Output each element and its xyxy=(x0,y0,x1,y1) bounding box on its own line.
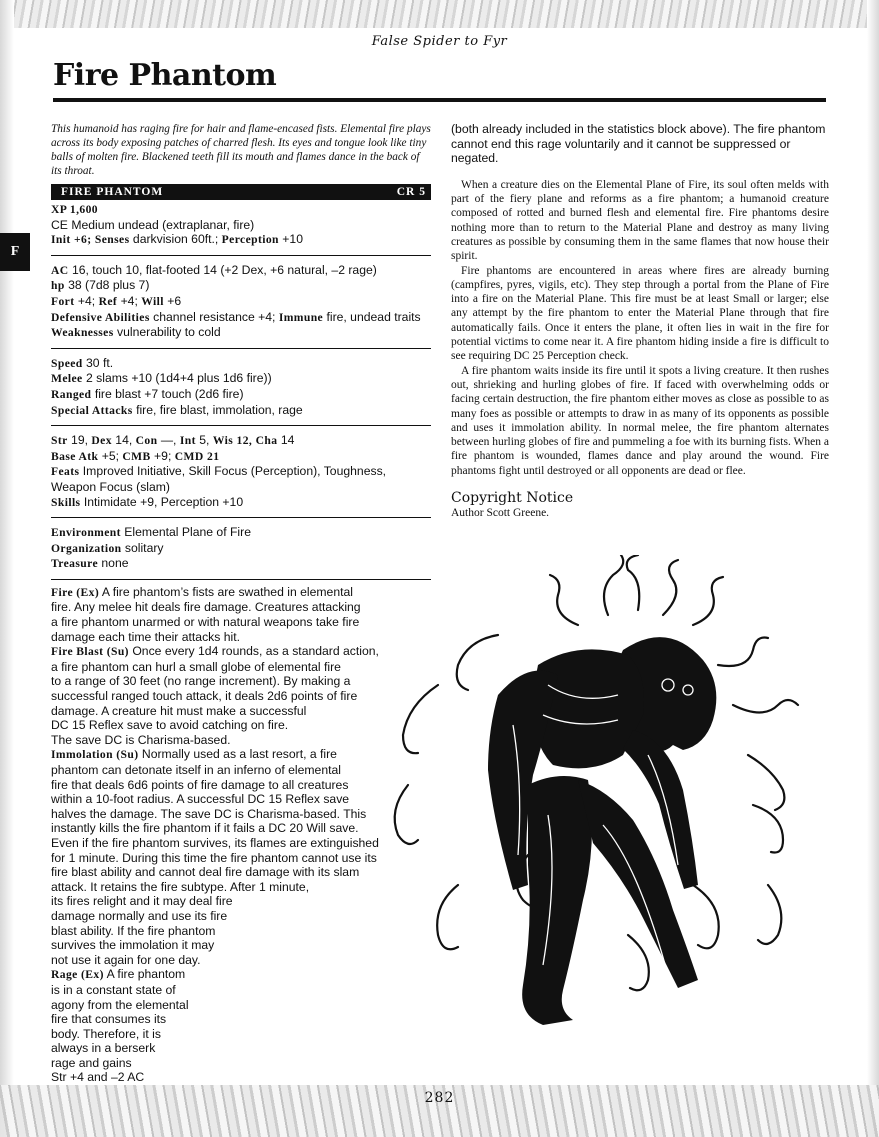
ability-fire-label: Fire (Ex) xyxy=(51,585,100,599)
statblock-rule xyxy=(51,425,431,426)
body-paragraph: A fire phantom waits inside its fire until it spots a living creature. It then rushes out, shrieking and hurling globes of fire. If faced with overwhelming odds or facing certain destruction, the fire phantom either moves as close as possible to as many foes as possible or attempts to draw in as many of its opponents as possible and uses it immolation ability. In normal melee, the fire phantom alternates between hurling globes of fire and pummeling a foe with its burning fists. When a fire phantom is wounded, flames dance and play around the wound. Fire phantoms fight until destroyed or all opponents are dead or flee. xyxy=(451,364,829,477)
body-paragraph: When a creature dies on the Elemental Plane of Fire, its soul often melds with part of the fiery plane and reforms as a fire phantom; a humanoid creature composed of rotted and burned flesh and elemental fire. Fire phantoms desire nothing more than to return to the Material Plane and destroy as many living creatures as possible by consuming them in the same flames that now house their spirit. xyxy=(451,178,829,263)
fort-value: +4; xyxy=(77,293,96,308)
flame-wisp xyxy=(403,685,438,753)
flame-wisp xyxy=(693,577,723,625)
will-label: Will xyxy=(141,294,164,308)
statblock-rule xyxy=(51,579,431,580)
page-border-right xyxy=(867,0,879,1137)
cmd-label: CMD xyxy=(174,449,204,463)
ability-line: is in a constant state of xyxy=(51,982,176,997)
ability-line: fire blast ability and cannot deal fire damage with its slam xyxy=(51,865,360,880)
statblock-header xyxy=(51,184,431,200)
ability-line: instantly kills the fire phantom if it fails a DC 20 Will save. xyxy=(51,821,359,836)
ability-line: successful ranged touch attack, it deals 2d6 points of fire xyxy=(51,689,358,704)
flame-wisp xyxy=(753,805,783,853)
ability-rage xyxy=(51,967,431,1085)
special-attacks-label: Special Attacks xyxy=(51,403,133,417)
ability-line: damage each time their attacks hit. xyxy=(51,629,241,644)
ability-line: fire. Any melee hit deals fire damage. Creatures attacking xyxy=(51,600,361,615)
organization-value: solitary xyxy=(124,540,164,555)
special-attacks-value: fire, fire blast, immolation, rage xyxy=(136,402,303,417)
feats-label: Feats xyxy=(51,465,80,479)
flame-wisp xyxy=(693,885,719,948)
statblock-rule xyxy=(51,348,431,349)
int-label: Int xyxy=(179,434,196,448)
ac-label: AC xyxy=(51,263,69,277)
wis-label: Wis xyxy=(212,434,234,448)
organization-label: Organization xyxy=(51,541,122,555)
fire-phantom-illustration xyxy=(378,555,828,1075)
ability-line: rage and gains xyxy=(51,1055,132,1070)
ability-line: damage. A creature hit must make a successful xyxy=(51,703,307,718)
weaknesses-label: Weaknesses xyxy=(51,326,114,340)
xp-label: XP 1,600 xyxy=(51,203,98,216)
ability-line: within a 10-foot radius. A successful DC 15 Reflex save xyxy=(51,792,350,807)
immune-value: fire, undead traits xyxy=(326,309,421,324)
ability-line: for 1 minute. During this time the fire phantom cannot use its xyxy=(51,850,377,865)
ref-label: Ref xyxy=(98,294,118,308)
flame-wisp xyxy=(627,555,640,610)
speed-label: Speed xyxy=(51,356,83,370)
wis-value: 12, xyxy=(236,434,253,448)
ability-line: The save DC is Charisma-based. xyxy=(51,732,231,747)
int-value: 5, xyxy=(199,433,210,448)
feats-value: Improved Initiative, Skill Focus (Perception), Toughness, Weapon Focus (slam) xyxy=(51,464,387,494)
page-border-top xyxy=(0,0,879,28)
ability-line: blast ability. If the fire phantom xyxy=(51,923,216,938)
fort-label: Fort xyxy=(51,294,75,308)
ability-line: a fire phantom unarmed or with natural weapons take fire xyxy=(51,615,360,630)
statblock-intro xyxy=(51,200,431,253)
ability-line: agony from the elemental xyxy=(51,997,189,1012)
special-abilities xyxy=(51,585,431,1085)
ability-line: halves the damage. The save DC is Charisma-based. This xyxy=(51,806,367,821)
str-value: 19, xyxy=(71,433,88,448)
ability-line: its fires relight and it may deal fire xyxy=(51,894,233,909)
flame-wisp xyxy=(457,635,498,690)
flame-wisp xyxy=(733,700,798,713)
statblock-statistics xyxy=(51,431,431,515)
cha-label: Cha xyxy=(255,434,278,448)
dex-value: 14, xyxy=(115,433,133,448)
statblock-offense xyxy=(51,354,431,423)
ability-rage-label: Rage (Ex) xyxy=(51,968,104,982)
ability-line: attack. It retains the fire subtype. After 1 minute, xyxy=(51,879,310,894)
con-value: —, xyxy=(160,433,177,448)
flame-wisp xyxy=(604,555,623,615)
ability-fire-blast-label: Fire Blast (Su) xyxy=(51,645,129,659)
page-border-left xyxy=(0,0,14,1137)
ability-line: not use it again for one day. xyxy=(51,952,201,967)
copyright-text: Author Scott Greene. xyxy=(451,507,550,520)
flame-wisp xyxy=(718,638,768,667)
ability-fire-blast xyxy=(51,644,431,747)
rage-continuation: (both already included in the statistics block above). The fire phantom cannot end this rage voluntarily and it cannot be suppressed or negated. xyxy=(451,122,826,166)
perception-label: Perception xyxy=(221,233,279,247)
title-rule xyxy=(53,98,826,102)
ability-line: Normally used as a last resort, a fire xyxy=(141,747,337,762)
treasure-value: none xyxy=(101,556,129,571)
skills-label: Skills xyxy=(51,495,81,509)
init-label: Init xyxy=(51,233,71,247)
fire-phantom-figure xyxy=(488,637,716,1025)
ability-line: body. Therefore, it is xyxy=(51,1026,161,1041)
ability-line: to a range of 30 feet (no range increment). By making a xyxy=(51,674,351,689)
ability-line: A fire phantom’s fists are swathed in elemental xyxy=(101,584,353,599)
immune-label: Immune xyxy=(278,310,324,324)
statblock-name: FIRE PHANTOM xyxy=(61,186,164,198)
statblock xyxy=(51,200,431,580)
statblock-cr: CR 5 xyxy=(396,186,426,198)
ability-line: DC 15 Reflex save to avoid catching on fire. xyxy=(51,718,289,733)
flame-wisp xyxy=(550,575,578,625)
statblock-defense xyxy=(51,261,431,346)
cmd-value: 21 xyxy=(207,449,220,463)
ability-line: damage normally and use its fire xyxy=(51,908,228,923)
statblock-rule xyxy=(51,255,431,256)
will-value: +6 xyxy=(167,293,182,308)
ability-line: survives the immolation it may xyxy=(51,938,215,953)
cmb-value: +9; xyxy=(154,448,172,463)
type-line: CE Medium undead (extraplanar, fire) xyxy=(51,217,255,232)
ability-line: A fire phantom xyxy=(106,967,186,982)
letter-tab[interactable]: F xyxy=(0,233,30,271)
ac-value: 16, touch 10, flat-footed 14 (+2 Dex, +6 natural, –2 rage) xyxy=(71,262,377,277)
ability-line: always in a berserk xyxy=(51,1041,156,1056)
body-paragraph: Fire phantoms are encountered in areas where fires are already burning (campfires, pyres, vigils, etc). They step through a portal from the Plane of Fire into a fire on the Material Plane. This fire must be at least Small or larger; else any attempt by the fire phantom to enter the Material Plane through that fire automatically fails. Once it enters the plane, it often lies in wait in the fire for potential victims to come near it. A fire phantom hiding inside a fire is difficult to see requiring DC 25 Perception check. xyxy=(451,264,829,363)
flavor-text: This humanoid has raging fire for hair and flame-encased fists. Elemental fire plays across its body exposing patches of charred flesh. Its eyes and tongue look like tiny balls of molten fire. Blackened teeth fill its mouth and flames dance in the back of its throat. xyxy=(51,123,431,177)
running-head: False Spider to Fyr xyxy=(371,34,508,49)
copyright-heading: Copyright Notice xyxy=(451,490,574,507)
ability-line: phantom can detonate itself in an inferno of elemental xyxy=(51,763,341,777)
ability-line: Once every 1d4 rounds, as a standard action, xyxy=(132,644,379,659)
statblock-rule xyxy=(51,517,431,518)
environment-value: Elemental Plane of Fire xyxy=(124,525,251,540)
con-label: Con xyxy=(135,434,158,448)
base-attack-label: Base Atk xyxy=(51,449,99,463)
ref-value: +4; xyxy=(120,293,138,308)
melee-value: 2 slams +10 (1d4+4 plus 1d6 fire)) xyxy=(86,371,272,386)
ability-fire xyxy=(51,585,431,644)
flame-wisp xyxy=(628,935,649,990)
ranged-value: fire blast +7 touch (2d6 fire) xyxy=(94,386,244,401)
ability-immolation xyxy=(51,747,431,967)
treasure-label: Treasure xyxy=(51,557,98,571)
ability-line: Even if the fire phantom survives, its flames are extinguished xyxy=(51,835,379,850)
flame-wisp xyxy=(748,755,784,810)
cha-value: 14 xyxy=(280,433,295,448)
cmb-label: CMB xyxy=(122,449,151,463)
hp-value: 38 (7d8 plus 7) xyxy=(68,278,150,293)
base-attack-value: +5; xyxy=(101,448,120,463)
defensive-abilities-label: Defensive Abilities xyxy=(51,310,150,324)
hp-label: hp xyxy=(51,279,65,293)
ranged-label: Ranged xyxy=(51,387,92,401)
str-label: Str xyxy=(51,434,68,448)
ability-line: fire that deals 6d6 points of fire damage to all creatures xyxy=(51,777,349,792)
dex-label: Dex xyxy=(91,434,112,448)
flame-wisp xyxy=(758,885,781,944)
senses-label: Senses xyxy=(94,233,130,247)
page-title: Fire Phantom xyxy=(53,58,277,93)
left-leg-shape xyxy=(522,776,592,1025)
melee-label: Melee xyxy=(51,372,83,386)
senses-value: darkvision 60ft.; xyxy=(132,232,219,247)
defensive-abilities-value: channel resistance +4; xyxy=(153,309,276,324)
skills-value: Intimidate +9, Perception +10 xyxy=(83,494,244,509)
environment-label: Environment xyxy=(51,526,121,540)
flame-wisp xyxy=(663,560,678,615)
ability-immolation-label: Immolation (Su) xyxy=(51,748,139,762)
flame-wisp xyxy=(437,885,458,949)
ability-line: Str +4 and –2 AC xyxy=(51,1070,145,1085)
speed-value: 30 ft. xyxy=(86,355,114,370)
ability-line: a fire phantom can hurl a small globe of elemental fire xyxy=(51,659,341,674)
left-column xyxy=(51,122,431,1085)
weaknesses-value: vulnerability to cold xyxy=(117,325,221,340)
init-value: +6; xyxy=(74,233,92,247)
statblock-ecology xyxy=(51,523,431,577)
perception-value: +10 xyxy=(282,232,303,247)
page-number: 282 xyxy=(424,1090,455,1106)
right-column xyxy=(451,122,829,520)
ability-line: fire that consumes its xyxy=(51,1012,167,1027)
flame-wisp xyxy=(395,785,418,844)
